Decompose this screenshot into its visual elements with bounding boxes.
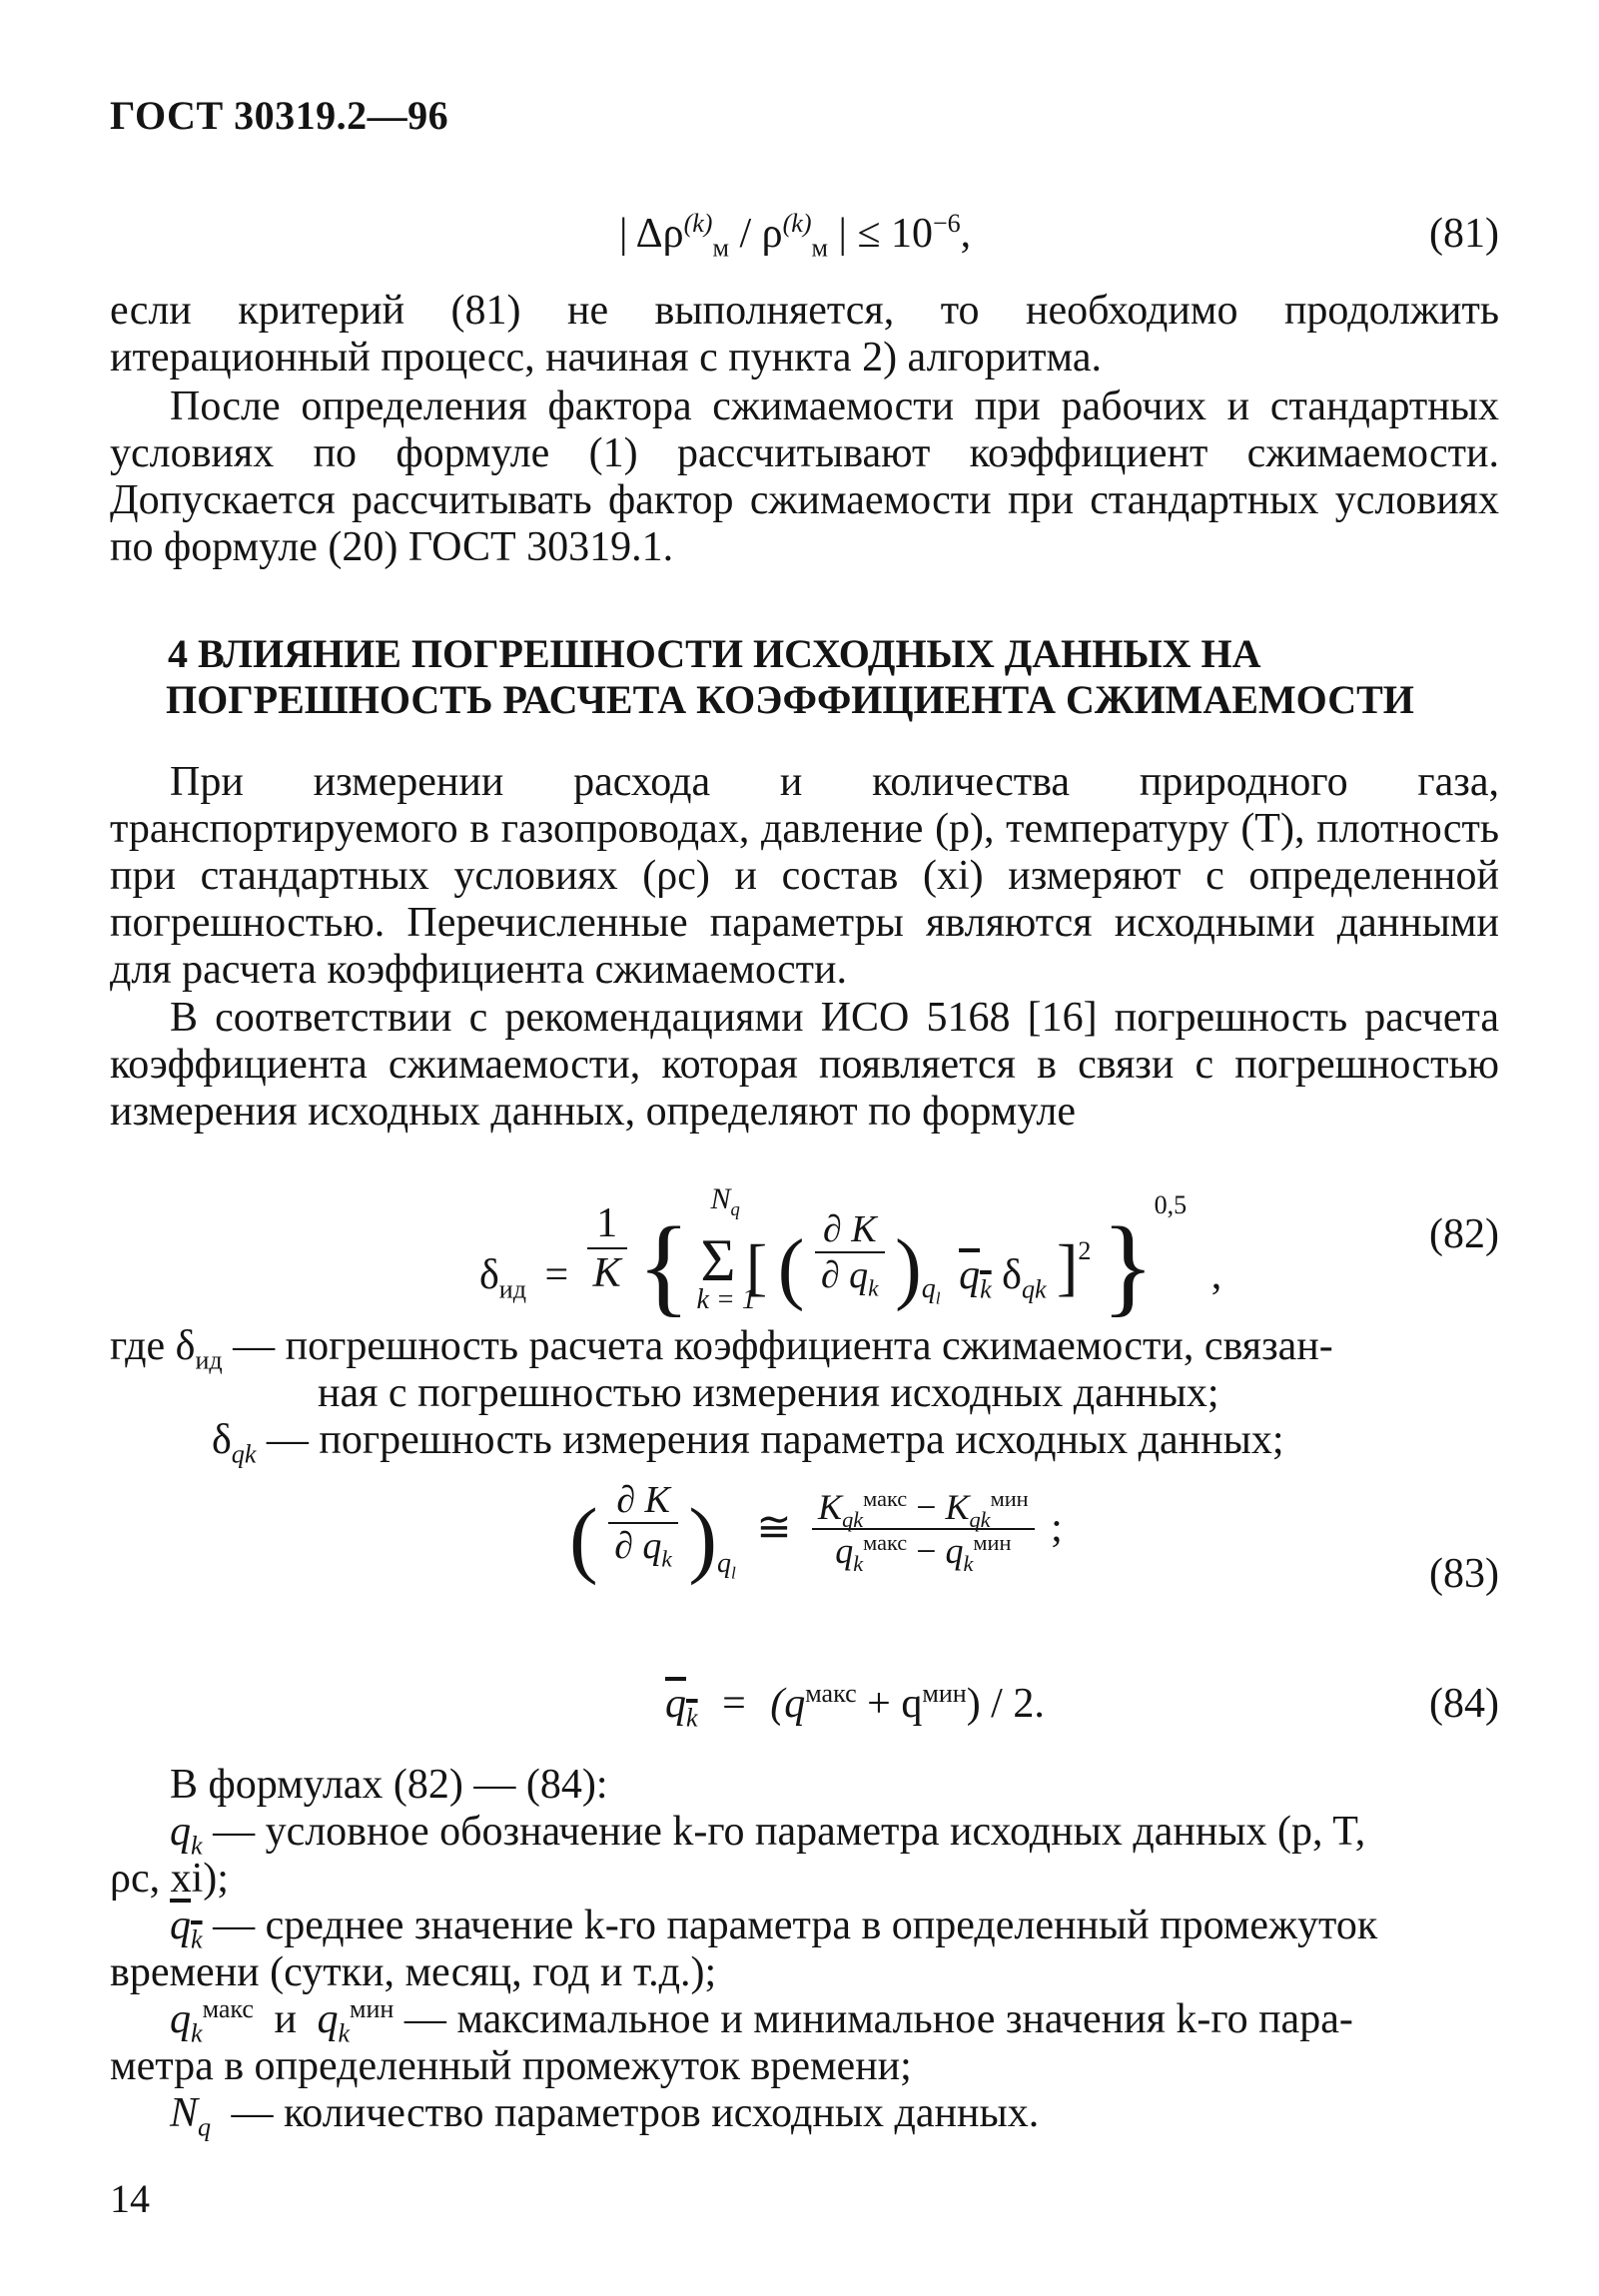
document-header: ГОСТ 30319.2—96 [110, 93, 449, 138]
equation-82-number: (82) [1429, 1211, 1499, 1257]
paragraph-compressibility: После определения фактора сжимаемости при рабочих и стандартных условиях по формуле (1) рассчитывают коэффициент сжимаемости. Допускается рассчитывать фактор сжимаемости при стандартных условиях по формуле (20) ГОСТ 30319.1. [110, 383, 1499, 570]
fraction-finite-difference: $\frac{K_{qk}^{макс} - K_{qk}^{мин}}{q_k^{макс} - q_k^{мин}}$ [812, 1486, 1035, 1572]
equation-84-body: $q_k = (q^{макс} + q^{мин}) / 2$. [665, 1679, 1045, 1733]
page-number: 14 [110, 2176, 150, 2221]
definitions-84: В формулах (82) — (84): $q_k$ — условное обозначение k-го параметра исходных данных (p, T, ρc, xi); $q_k$ — среднее значение k-го параметра в определенный промежуток времени (сутки, месяц, год и т.д.); $q_k^{макс}$ и $q_k^{мин}$ — максимальное и минимальное значения k-го пара- метра в определенный промежуток времени; $N_q$ — количество параметров исходных данных. [110, 1762, 1499, 2137]
section-4-title-line1: 4 ВЛИЯНИЕ ПОГРЕШНОСТИ ИСХОДНЫХ ДАННЫХ НА [168, 631, 1261, 676]
equation-84-number: (84) [1429, 1681, 1499, 1727]
definition-delta-id: где $\delta_{ид}$ — погрешность расчета коэффициента сжимаемости, связан- [110, 1323, 1333, 1375]
section-4-title [168, 631, 1499, 723]
equation-81-body: | $\Delta\rho^{(k)}_м / \rho^{(k)}_м$ | ≤ $10^{-6}$, [619, 209, 972, 263]
paragraph-measurement: При измерении расхода и количества природного газа, транспортируемого в газопроводах, давление (p), температуру (T), плотность при стандартных условиях (ρc) и состав (xi) измеряют с определенной погрешностью. Перечисленные параметры являются исходными данными для расчета коэффициента сжимаемости. [110, 759, 1499, 993]
fraction-one-over-k: $\frac{1}{K}$ [587, 1199, 627, 1297]
equation-82-body: $\delta_{ид}$ = $\frac{1}{K}$ { $N_q$ Σ k = 1 [ ( $\frac{\partial K}{\partial q_k}$ )$_{q_l}$ $q_k$ $\delta_{qk}$ ]$^2$ }$^{0,5}$ , [479, 1182, 1222, 1326]
equation-83 [110, 1478, 1499, 1608]
sum-operator: $N_q$ Σ k = 1 [696, 1182, 756, 1315]
definition-delta-qk: $\delta_{qk}$ — погрешность измерения параметра исходных данных; [212, 1417, 1284, 1469]
definitions-intro: В формулах (82) — (84): [170, 1762, 608, 1808]
fraction-dK-dqk: $\frac{\partial K}{\partial q_k}$ [608, 1478, 678, 1568]
section-4-title-line2: ПОГРЕШНОСТЬ РАСЧЕТА КОЭФФИЦИЕНТА СЖИМАЕМОСТИ [166, 677, 1414, 722]
equation-83-body: ( $\frac{\partial K}{\partial q_k}$ )$_{q_l}$ ≅ $\frac{K_{qk}^{макс} - K_{qk}^{мин}}{q_k^{макс} - q_k^{мин}}$ ; [569, 1479, 1063, 1586]
definitions-82: где $\delta_{ид}$ — погрешность расчета коэффициента сжимаемости, связан- ная с погрешностью измерения исходных данных; $\delta_{qk}$ — погрешность измерения параметра исходных данных; [110, 1323, 1499, 1464]
equation-83-number: (83) [1429, 1551, 1499, 1597]
definition-qmax-qmin: $q_k^{макс}$ и $q_k^{мин}$ — максимальное и минимальное значения k-го пара- [170, 1994, 1353, 2048]
definition-qk: $q_k$ — условное обозначение k-го параметра исходных данных (p, T, [170, 1809, 1366, 1861]
fraction-dK-dq: $\frac{\partial K}{\partial q_k}$ [815, 1207, 885, 1297]
equation-81-number: (81) [1429, 211, 1499, 257]
definition-qbar: $q_k$ — среднее значение k-го параметра в определенный промежуток [170, 1903, 1378, 1954]
paragraph-criterion: если критерий (81) не выполняется, то необходимо продолжить итерационный процесс, начиная с пункта 2) алгоритма. [110, 288, 1499, 381]
equation-82 [110, 1139, 1499, 1326]
definition-Nq: $N_q$ — количество параметров исходных данных. [170, 2090, 1040, 2142]
paragraph-iso: В соответствии с рекомендациями ИСО 5168 [16] погрешность расчета коэффициента сжимаемости, которая появляется в связи с погрешностью измерения исходных данных, определяют по формуле [110, 995, 1499, 1135]
